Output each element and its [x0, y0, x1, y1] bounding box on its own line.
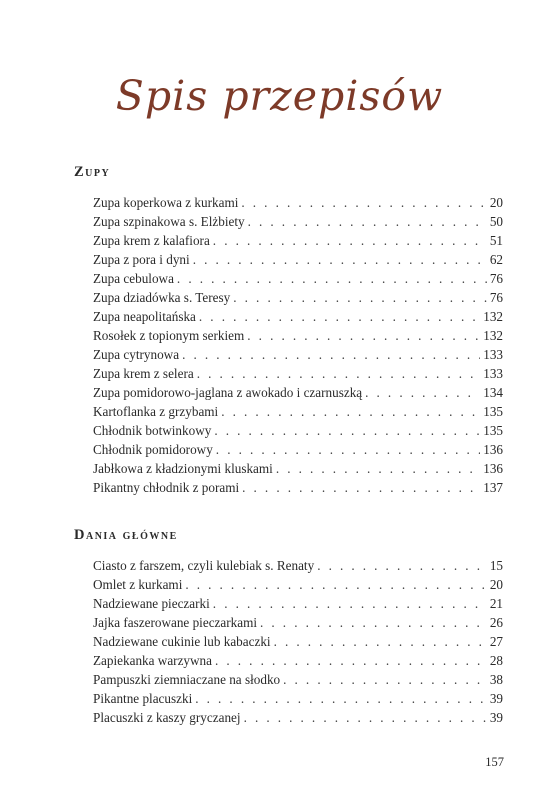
entry-title: Zupa cebulowa — [93, 271, 174, 286]
toc-entry — [93, 402, 503, 421]
entry-title: Zupa z pora i dyni — [93, 252, 190, 267]
toc-entry — [93, 440, 503, 459]
dot-leader — [185, 575, 486, 594]
toc-entry — [93, 670, 503, 689]
entry-page-number: 39 — [489, 691, 503, 706]
section-heading-soups: Zupy — [74, 164, 111, 180]
entry-page-number: 133 — [483, 366, 503, 381]
toc-entry — [93, 212, 503, 231]
entry-page-number: 15 — [489, 558, 503, 573]
toc-entry — [93, 478, 503, 497]
entry-page-number: 21 — [489, 596, 503, 611]
dot-leader — [197, 364, 481, 383]
entry-page-number: 76 — [489, 290, 503, 305]
dot-leader — [276, 459, 480, 478]
dot-leader — [365, 383, 480, 402]
entry-page-number: 136 — [483, 461, 503, 476]
entry-page-number: 137 — [483, 480, 503, 495]
toc-entry — [93, 364, 503, 383]
toc-entry — [93, 250, 503, 269]
entry-title: Placuszki z kaszy gryczanej — [93, 710, 241, 725]
dot-leader — [213, 594, 487, 613]
section-heading-main-dishes: Dania główne — [74, 527, 178, 543]
toc-entry — [93, 326, 503, 345]
entry-title: Zupa koperkowa z kurkami — [93, 195, 239, 210]
dot-leader — [182, 345, 480, 364]
entry-page-number: 134 — [483, 385, 503, 400]
entry-title: Jabłkowa z kładzionymi kluskami — [93, 461, 273, 476]
dot-leader — [215, 651, 487, 670]
dot-leader — [214, 421, 480, 440]
toc-list-main-dishes — [93, 556, 503, 727]
dot-leader — [244, 708, 487, 727]
entry-title: Zapiekanka warzywna — [93, 653, 212, 668]
entry-title: Ciasto z farszem, czyli kulebiak s. Renaty — [93, 558, 315, 573]
entry-title: Chłodnik botwinkowy — [93, 423, 212, 438]
entry-title: Nadziewane cukinie lub kabaczki — [93, 634, 271, 649]
toc-entry — [93, 689, 503, 708]
dot-leader — [199, 307, 480, 326]
entry-page-number: 39 — [489, 710, 503, 725]
entry-page-number: 136 — [483, 442, 503, 457]
dot-leader — [274, 632, 487, 651]
dot-leader — [177, 269, 487, 288]
toc-entry — [93, 575, 503, 594]
entry-title: Zupa krem z selera — [93, 366, 194, 381]
dot-leader — [193, 250, 487, 269]
entry-title: Kartoflanka z grzybami — [93, 404, 219, 419]
entry-page-number: 27 — [489, 634, 503, 649]
dot-leader — [221, 402, 480, 421]
toc-entry — [93, 193, 503, 212]
entry-title: Jajka faszerowane pieczarkami — [93, 615, 258, 630]
page-title: Spis przepisów — [115, 72, 444, 120]
entry-page-number: 76 — [489, 271, 503, 286]
entry-title: Rosołek z topionym serkiem — [93, 328, 245, 343]
toc-entry — [93, 345, 503, 364]
entry-page-number: 38 — [489, 672, 503, 687]
toc-entry — [93, 421, 503, 440]
dot-leader — [216, 440, 480, 459]
dot-leader — [195, 689, 487, 708]
dot-leader — [233, 288, 487, 307]
toc-list-soups — [93, 193, 503, 497]
toc-entry — [93, 613, 503, 632]
entry-title: Zupa dziadówka s. Teresy — [93, 290, 231, 305]
entry-page-number: 20 — [489, 195, 503, 210]
toc-entry — [93, 307, 503, 326]
entry-title: Pampuszki ziemniaczane na słodko — [93, 672, 281, 687]
toc-entry — [93, 459, 503, 478]
dot-leader — [317, 556, 487, 575]
entry-page-number: 135 — [483, 423, 503, 438]
toc-entry — [93, 288, 503, 307]
entry-title: Pikantne placuszki — [93, 691, 193, 706]
entry-title: Zupa neapolitańska — [93, 309, 196, 324]
toc-entry — [93, 594, 503, 613]
dot-leader — [241, 193, 486, 212]
entry-page-number: 132 — [483, 309, 503, 324]
entry-title: Zupa krem z kalafiora — [93, 233, 210, 248]
entry-page-number: 20 — [489, 577, 503, 592]
toc-entry — [93, 231, 503, 250]
dot-leader — [260, 613, 487, 632]
entry-page-number: 132 — [483, 328, 503, 343]
entry-page-number: 51 — [489, 233, 503, 248]
entry-title: Nadziewane pieczarki — [93, 596, 210, 611]
entry-page-number: 28 — [489, 653, 503, 668]
toc-entry — [93, 383, 503, 402]
toc-entry — [93, 632, 503, 651]
toc-entry — [93, 269, 503, 288]
entry-page-number: 26 — [489, 615, 503, 630]
dot-leader — [247, 326, 480, 345]
entry-title: Omlet z kurkami — [93, 577, 183, 592]
dot-leader — [248, 212, 487, 231]
dot-leader — [242, 478, 480, 497]
dot-leader — [213, 231, 487, 250]
entry-page-number: 135 — [483, 404, 503, 419]
entry-title: Zupa cytrynowa — [93, 347, 180, 362]
toc-entry — [93, 556, 503, 575]
entry-page-number: 62 — [489, 252, 503, 267]
entry-title: Zupa pomidorowo-jaglana z awokado i czarnuszką — [93, 385, 363, 400]
entry-title: Pikantny chłodnik z porami — [93, 480, 240, 495]
entry-page-number: 50 — [489, 214, 503, 229]
dot-leader — [283, 670, 487, 689]
toc-entry — [93, 651, 503, 670]
entry-page-number: 133 — [483, 347, 503, 362]
entry-title: Zupa szpinakowa s. Elżbiety — [93, 214, 245, 229]
toc-entry — [93, 708, 503, 727]
entry-title: Chłodnik pomidorowy — [93, 442, 213, 457]
page-number: 157 — [485, 755, 504, 769]
